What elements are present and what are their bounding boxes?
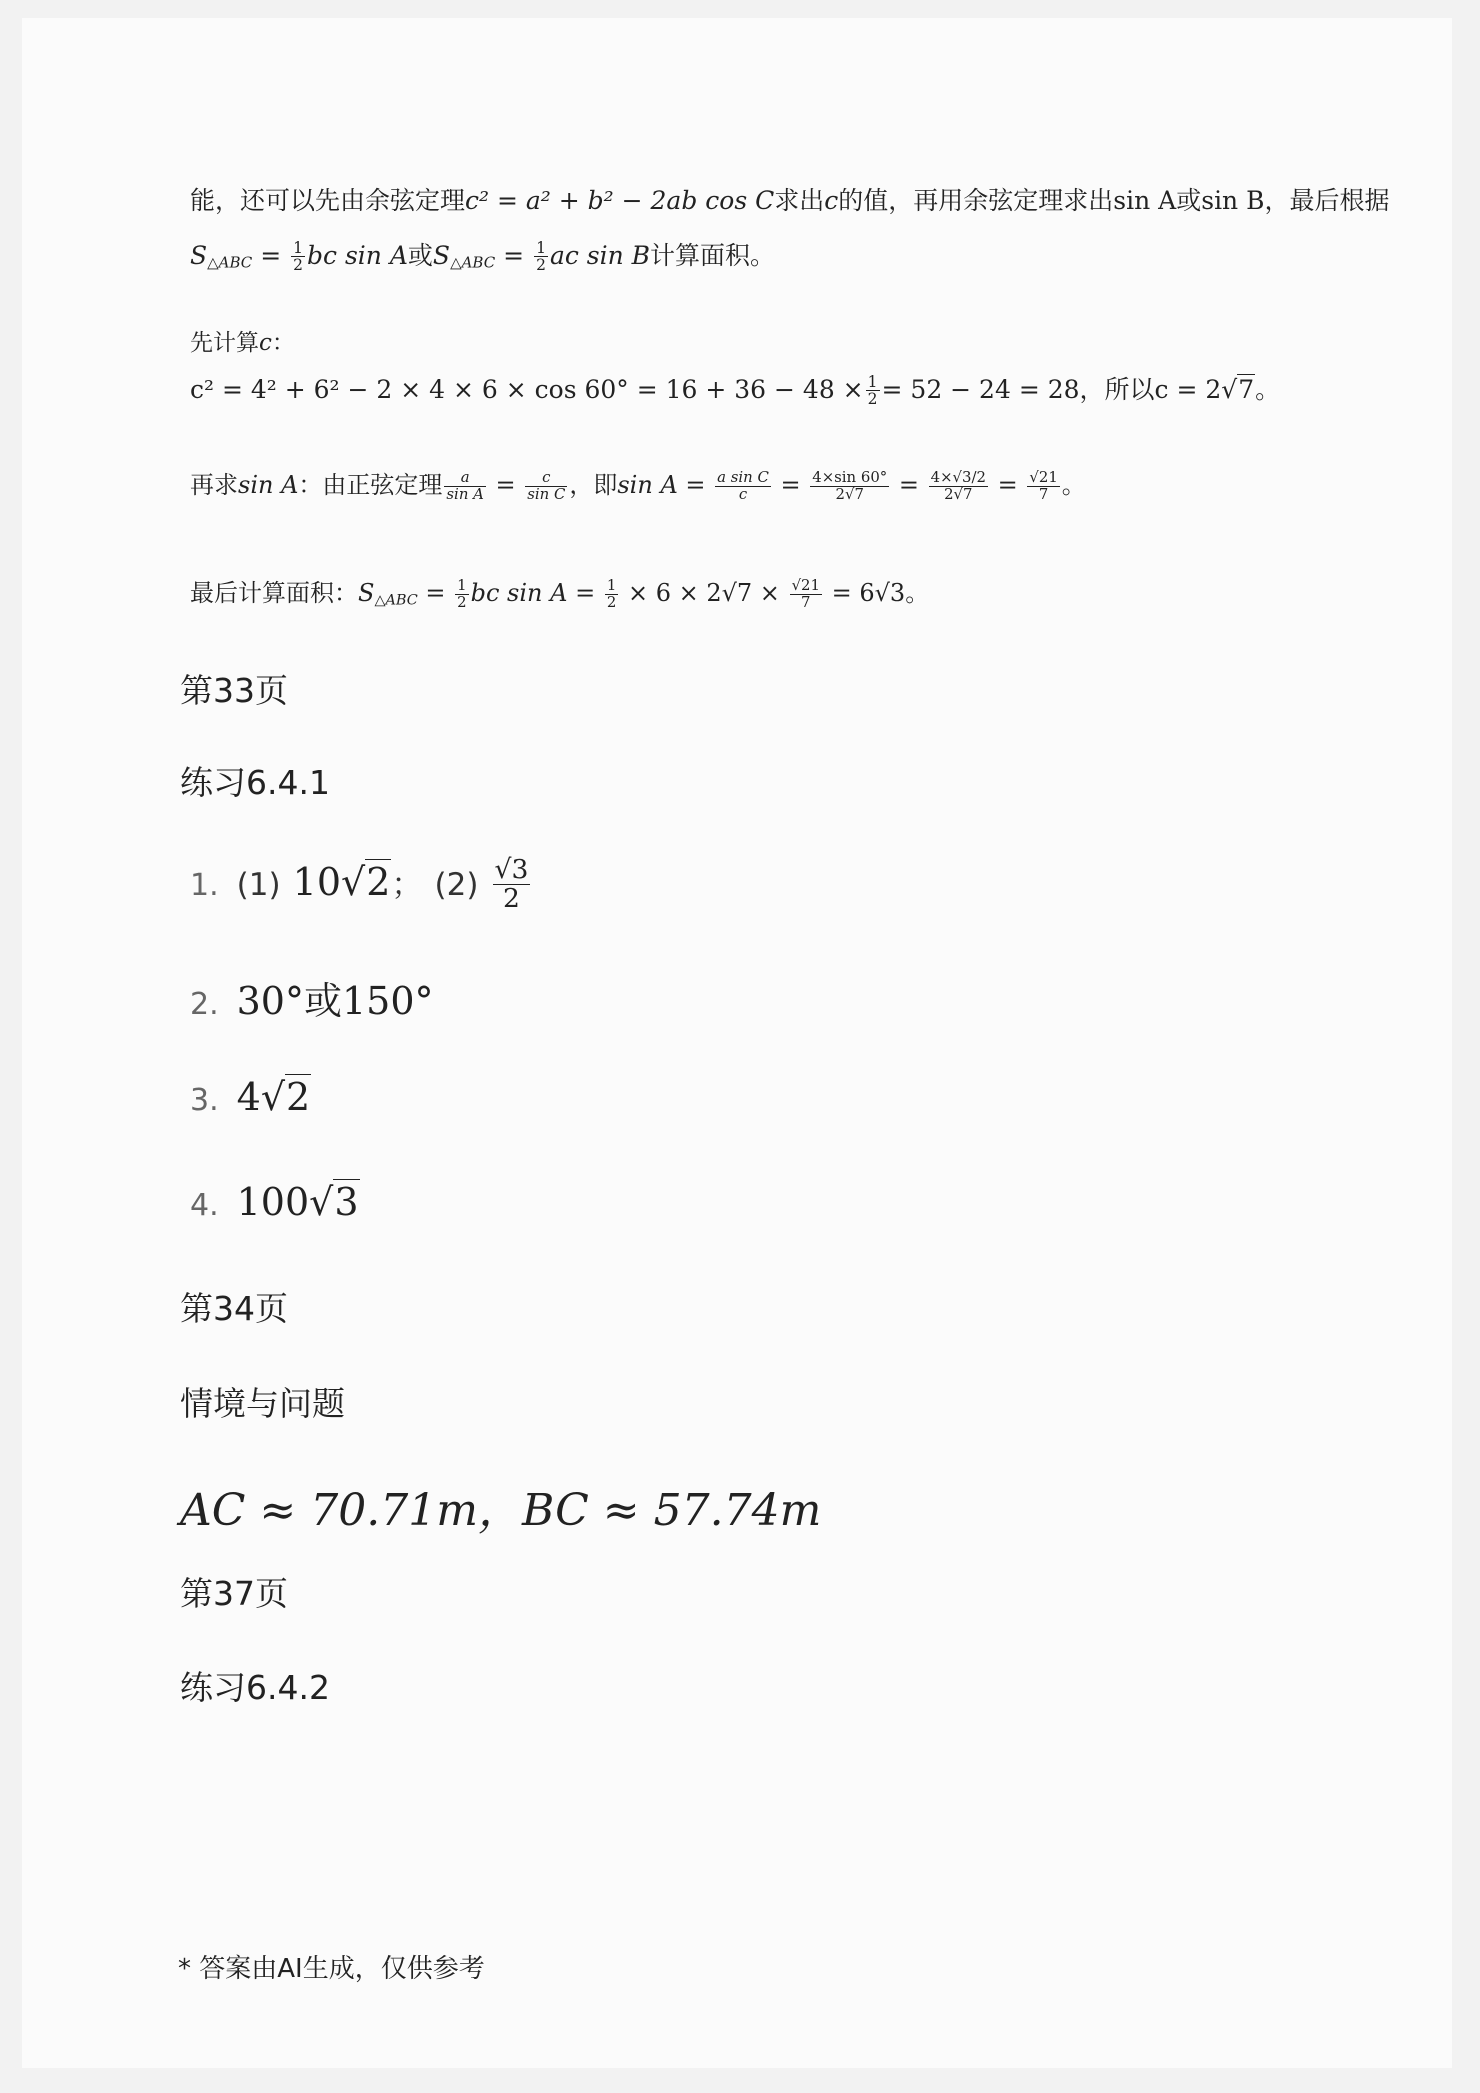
formula: c² = a² + b² − 2ab cos C (465, 186, 775, 215)
text: 计算面积。 (650, 240, 776, 270)
fraction: $\frac{1}{2}$ (536, 239, 546, 275)
formula: sin A = (617, 471, 706, 500)
heading-situation-problem: 情境与问题 (180, 1384, 345, 1423)
formula: 4 (236, 1075, 261, 1119)
text: 或 (407, 240, 433, 270)
formula: c (824, 186, 839, 215)
fraction: $\frac{1}{2}$ (293, 239, 304, 275)
formula: = (780, 471, 801, 500)
answer-3 (190, 1075, 311, 1119)
formula: bc sin A (307, 240, 408, 270)
subscript: △ABC (450, 253, 496, 272)
text: 或 (1176, 186, 1202, 215)
formula: = 6√3 (831, 579, 906, 608)
heading-page37: 第37页 (180, 1574, 288, 1613)
formula: = (495, 240, 533, 270)
formula: c² = 4² + 6² − 2 × 4 × 6 × cos 60° = 16 + 36 − 48 × (190, 374, 864, 404)
list-number: 3. (190, 1083, 219, 1118)
document-page (22, 18, 1452, 2068)
paragraph-compute-c-formula (190, 374, 1280, 408)
formula: bc sin A = (470, 579, 596, 608)
formula: = (417, 579, 454, 608)
list-number: 4. (190, 1188, 219, 1223)
fraction: $\frac{√21}{7}$ (791, 576, 820, 611)
formula: sin B (1201, 186, 1265, 215)
separator: ； (391, 866, 423, 903)
text: 先计算 (190, 330, 259, 356)
heading-exercise-6-4-2: 练习6.4.2 (180, 1668, 330, 1707)
answer-2 (190, 970, 434, 1025)
text: 求出 (774, 186, 825, 215)
text: 最后计算面积： (190, 579, 358, 608)
sqrt: √2 (260, 1075, 311, 1119)
subscript: △ABC (207, 253, 253, 272)
list-number: 2. (190, 987, 219, 1022)
heading-page34: 第34页 (180, 1289, 288, 1328)
fraction: $\frac{4\times√3/2}{2√7}$ (930, 468, 986, 503)
formula: × 6 × 2√7 × (627, 579, 780, 608)
list-number: 1. (190, 867, 219, 903)
fraction: $\frac{c}{\text{sin C}}$ (527, 468, 566, 503)
ai-disclaimer-footnote: * 答案由AI生成，仅供参考 (178, 1954, 485, 1984)
text: 。 (1061, 471, 1086, 500)
fraction: $\frac{1}{2}$ (867, 373, 878, 409)
text: ，所以 (1079, 374, 1155, 404)
formula: c (259, 330, 272, 356)
formula: = (495, 471, 516, 500)
formula: sin A (238, 471, 299, 500)
formula: 10 (292, 859, 341, 904)
paragraph-cosine-method-line2 (190, 240, 775, 274)
text: 。 (905, 579, 930, 608)
formula: sin A (1113, 186, 1177, 215)
sqrt: √3 (309, 1180, 359, 1224)
heading-exercise-6-4-1: 练习6.4.1 (180, 763, 330, 802)
fraction: $\frac{4\times\sin 60^\circ}{2√7}$ (812, 468, 888, 503)
heading-page33: 第33页 (180, 671, 288, 710)
sqrt: √2 (341, 859, 391, 904)
text: ，最后根据 (1264, 186, 1390, 215)
paragraph-compute-c-label (190, 330, 295, 358)
text: 的值，再用余弦定理求出 (838, 186, 1114, 215)
fraction: $\frac{\text{a sin C}}{c}$ (717, 468, 769, 503)
subscript: △ABC (374, 592, 418, 609)
paragraph-compute-sinA (190, 470, 1086, 502)
formula: = 52 − 24 = 28 (881, 374, 1080, 404)
formula: = (898, 471, 919, 500)
text: 。 (1255, 374, 1281, 404)
text: ：由正弦定理 (298, 471, 443, 500)
formula: 30°或150° (236, 979, 434, 1023)
formula: c = 2 (1154, 374, 1222, 404)
answer-4 (190, 1180, 360, 1224)
paragraph-cosine-method-line1 (190, 186, 1390, 216)
fraction: $\frac{1}{2}$ (457, 576, 467, 611)
answer-1 (190, 856, 532, 913)
formula: 100 (236, 1180, 310, 1224)
formula: S (190, 240, 208, 270)
text: 再求 (190, 471, 238, 500)
formula: = (252, 240, 290, 270)
fraction: $\frac{√3}{2}$ (494, 854, 529, 914)
fraction: $\frac{1}{2}$ (606, 576, 617, 611)
formula: = (997, 471, 1018, 500)
fraction: $\frac{√21}{7}$ (1029, 468, 1058, 503)
formula: ac sin B (549, 240, 651, 270)
situation-answer: AC ≈ 70.71m，BC ≈ 57.74m (180, 1485, 822, 1536)
part-label: (2) (434, 866, 479, 903)
text: ，即 (569, 471, 618, 500)
formula: S (432, 240, 451, 270)
formula: S (358, 579, 375, 608)
sqrt: √7 (1221, 374, 1255, 404)
fraction: $\frac{a}{\text{sin A}}$ (446, 468, 484, 503)
paragraph-compute-area (190, 578, 929, 610)
text: 能，还可以先由余弦定理 (190, 186, 466, 215)
part-label: (1) (236, 866, 281, 903)
text: ： (271, 330, 295, 356)
